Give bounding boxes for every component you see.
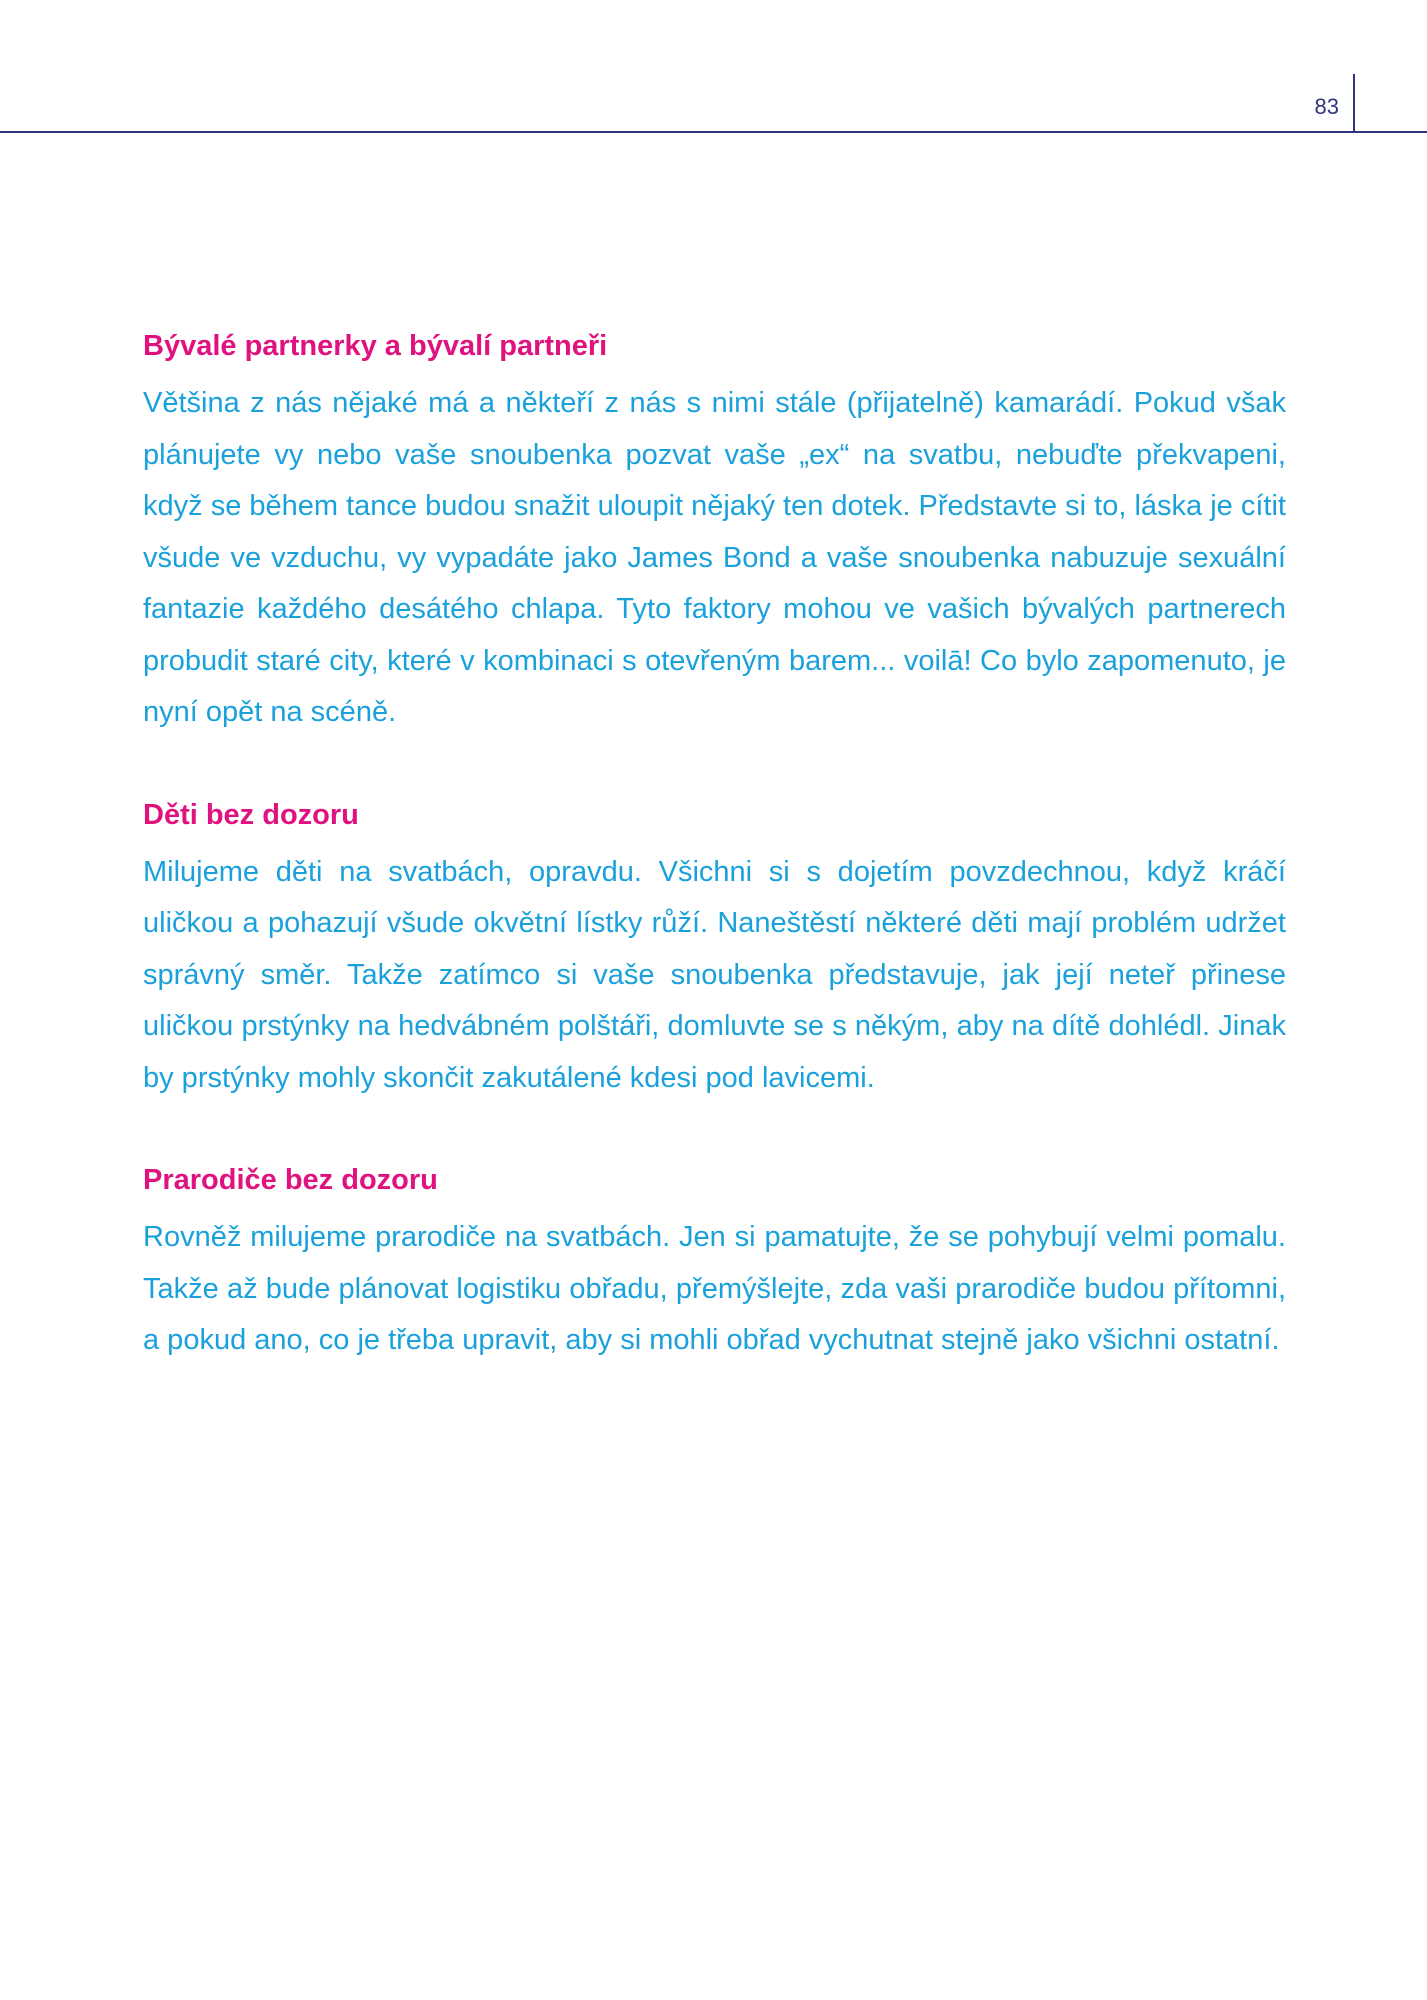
header-tick (1353, 74, 1355, 133)
section-heading: Prarodiče bez dozoru (143, 1164, 438, 1196)
section-unsupervised-grandparents (143, 1158, 1286, 1367)
section-body: Milujeme děti na svatbách, opravdu. Všichni si s dojetím povzdechnou, když kráčí uličkou a pohazují všude okvětní lístky růží. Naneštěstí některé děti mají problém udržet správný směr. Takže zatímco si vaše snoubenka představuje, jak její neteř přinese uličkou prstýnky na hedvábném polštáři, domluvte se s někým, aby na dítě dohlédl. Jinak by prstýnky mohly skončit zakutálené kdesi pod lavicemi. (143, 855, 1286, 1094)
section-unsupervised-children (143, 793, 1286, 1105)
header-rule (0, 131, 1427, 133)
section-body: Většina z nás nějaké má a někteří z nás s nimi stále (přijatelně) kamarádí. Pokud však plánujete vy nebo vaše snoubenka pozvat vaše „ex“ na svatbu, nebuďte překvapeni, když se během tance budou snažit uloupit nějaký ten dotek. Představte si to, láska je cítit všude ve vzduchu, vy vypadáte jako James Bond a vaše snoubenka nabuzuje sexuální fantazie každého desátého chlapa. Tyto faktory mohou ve vašich bývalých partnerech probudit staré city, které v kombinaci s otevřeným barem... voilā! Co bylo zapomenuto, je nyní opět na scéně. (143, 387, 1286, 728)
section-heading: Děti bez dozoru (143, 798, 359, 831)
section-body: Rovněž milujeme prarodiče na svatbách. Jen si pamatujte, že se pohybují velmi pomalu. Takže až bude plánovat logistiku obřadu, přemýšlejte, zda vaši prarodiče budou přítomni, a pokud ano, co je třeba upravit, aby si mohli obřad vychutnat stejně jako všichni ostatní. (143, 1221, 1286, 1356)
page-content (143, 324, 1286, 1421)
page-number: 83 (1314, 94, 1339, 119)
section-heading: Bývalé partnerky a bývalí partneři (143, 330, 608, 362)
section-ex-partners (143, 324, 1286, 739)
